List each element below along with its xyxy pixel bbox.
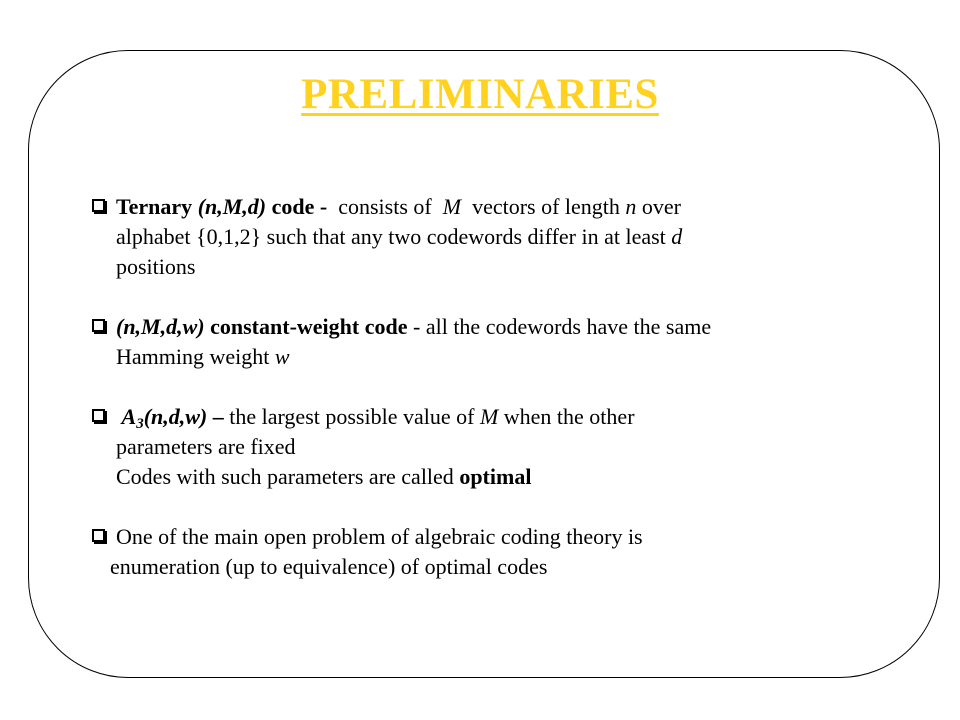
item-line: alphabet {0,1,2} such that any two codewords differ in at least d bbox=[116, 224, 683, 249]
item-line: enumeration (up to equivalence) of optimal codes bbox=[110, 554, 548, 579]
item-line: positions bbox=[116, 254, 196, 279]
bullet-item-open-problem bbox=[92, 522, 872, 582]
checkbox-bullet-icon bbox=[92, 529, 105, 542]
item-line: Hamming weight w bbox=[116, 344, 290, 369]
checkbox-bullet-icon bbox=[92, 199, 105, 212]
item-line: Codes with such parameters are called optimal bbox=[116, 464, 532, 489]
item-line: parameters are fixed bbox=[116, 434, 296, 459]
bullet-item-ternary-code bbox=[92, 192, 872, 282]
checkbox-bullet-icon bbox=[92, 319, 105, 332]
bullet-item-constant-weight-code bbox=[92, 312, 872, 372]
checkbox-bullet-icon bbox=[92, 409, 105, 422]
item-line: (n,M,d,w) constant-weight code - all the codewords have the same bbox=[116, 314, 712, 339]
bullet-item-a3-definition bbox=[92, 402, 872, 492]
slide-title: PRELIMINARIES bbox=[301, 71, 659, 118]
slide-content bbox=[92, 192, 872, 582]
item-line: Ternary (n,M,d) code - consists of M vectors of length n over bbox=[116, 194, 682, 219]
item-line: One of the main open problem of algebraic coding theory is bbox=[116, 524, 643, 549]
item-line: $A_3(n,d,w)$ – the largest possible value of M when the other bbox=[121, 404, 635, 432]
